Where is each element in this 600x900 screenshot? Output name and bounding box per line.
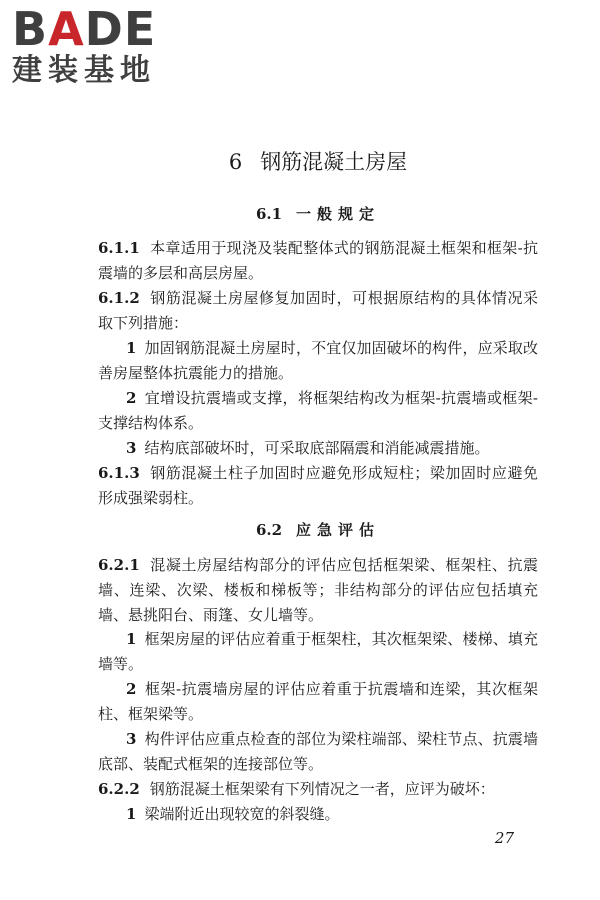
clause-number: 6.2.1 — [98, 556, 140, 574]
item-text: 结构底部破坏时，可采取底部隔震和消能减震措施。 — [144, 439, 490, 457]
item-text: 加固钢筋混凝土房屋时，不宜仅加固破坏的构件，应采取改善房屋整体抗震能力的措施。 — [98, 339, 538, 382]
clause-number: 6.1.1 — [98, 239, 140, 257]
item-number: 3 — [126, 439, 137, 457]
clause-text: 钢筋混凝土框架梁有下列情况之一者，应评为破坏： — [149, 780, 495, 798]
clause-6-2-1-item-1 — [98, 627, 538, 677]
clause-6-1-2-item-2 — [98, 386, 538, 436]
chapter-name: 钢筋混凝土房屋 — [260, 150, 408, 174]
chapter-number: 6 — [228, 150, 243, 174]
clause-6-1-3 — [98, 461, 538, 511]
section-number: 6.2 — [255, 521, 283, 539]
chapter-title — [98, 148, 538, 176]
clause-6-1-2 — [98, 286, 538, 336]
section-name: 应急评估 — [296, 521, 381, 539]
clause-6-2-2 — [98, 777, 538, 802]
clause-6-2-1-item-3 — [98, 727, 538, 777]
clause-6-1-2-item-1 — [98, 336, 538, 386]
item-number: 1 — [126, 339, 137, 357]
clause-6-2-2-item-1 — [98, 802, 538, 827]
section-name: 一般规定 — [296, 205, 381, 223]
logo-chinese-name: 建装基地 — [12, 53, 156, 88]
item-number: 1 — [126, 805, 137, 823]
item-text: 构件评估应重点检查的部位为梁柱端部、梁柱节点、抗震墙底部、装配式框架的连接部位等。 — [98, 730, 538, 773]
item-number: 3 — [126, 730, 137, 748]
item-text: 框架-抗震墙房屋的评估应着重于抗震墙和连梁，其次框架柱、框架梁等。 — [98, 680, 538, 723]
clause-6-2-1 — [98, 553, 538, 628]
clause-6-1-2-item-3 — [98, 436, 538, 461]
item-number: 2 — [126, 680, 137, 698]
clause-text: 钢筋混凝土柱子加固时应避免形成短柱；梁加固时应避免形成强梁弱柱。 — [98, 464, 538, 507]
logo-wordmark: BADE — [12, 2, 157, 56]
clause-text: 钢筋混凝土房屋修复加固时，可根据原结构的具体情况采取下列措施： — [98, 289, 538, 332]
clause-number: 6.1.2 — [98, 289, 140, 307]
clause-text: 本章适用于现浇及装配整体式的钢筋混凝土框架和框架-抗震墙的多层和高层房屋。 — [98, 239, 538, 282]
item-number: 1 — [126, 630, 137, 648]
clause-text: 混凝土房屋结构部分的评估应包括框架梁、框架柱、抗震墙、连梁、次梁、楼板和梯板等；非结构部分的评估应包括填充墙、悬挑阳台、雨篷、女儿墙等。 — [98, 556, 538, 624]
clause-number: 6.2.2 — [98, 780, 140, 798]
item-text: 宜增设抗震墙或支撑，将框架结构改为框架-抗震墙或框架-支撑结构体系。 — [98, 389, 538, 432]
section-number: 6.1 — [255, 205, 283, 223]
section-title-6-2 — [98, 520, 538, 540]
clause-6-1-1 — [98, 236, 538, 286]
clause-6-2-1-item-2 — [98, 677, 538, 727]
section-title-6-1 — [98, 204, 538, 224]
clause-number: 6.1.3 — [98, 464, 140, 482]
page-number: 27 — [494, 829, 514, 847]
item-number: 2 — [126, 389, 137, 407]
logo — [12, 2, 182, 88]
item-text: 梁端附近出现较宽的斜裂缝。 — [144, 805, 340, 823]
item-text: 框架房屋的评估应着重于框架柱，其次框架梁、楼梯、填充墙等。 — [98, 630, 538, 673]
